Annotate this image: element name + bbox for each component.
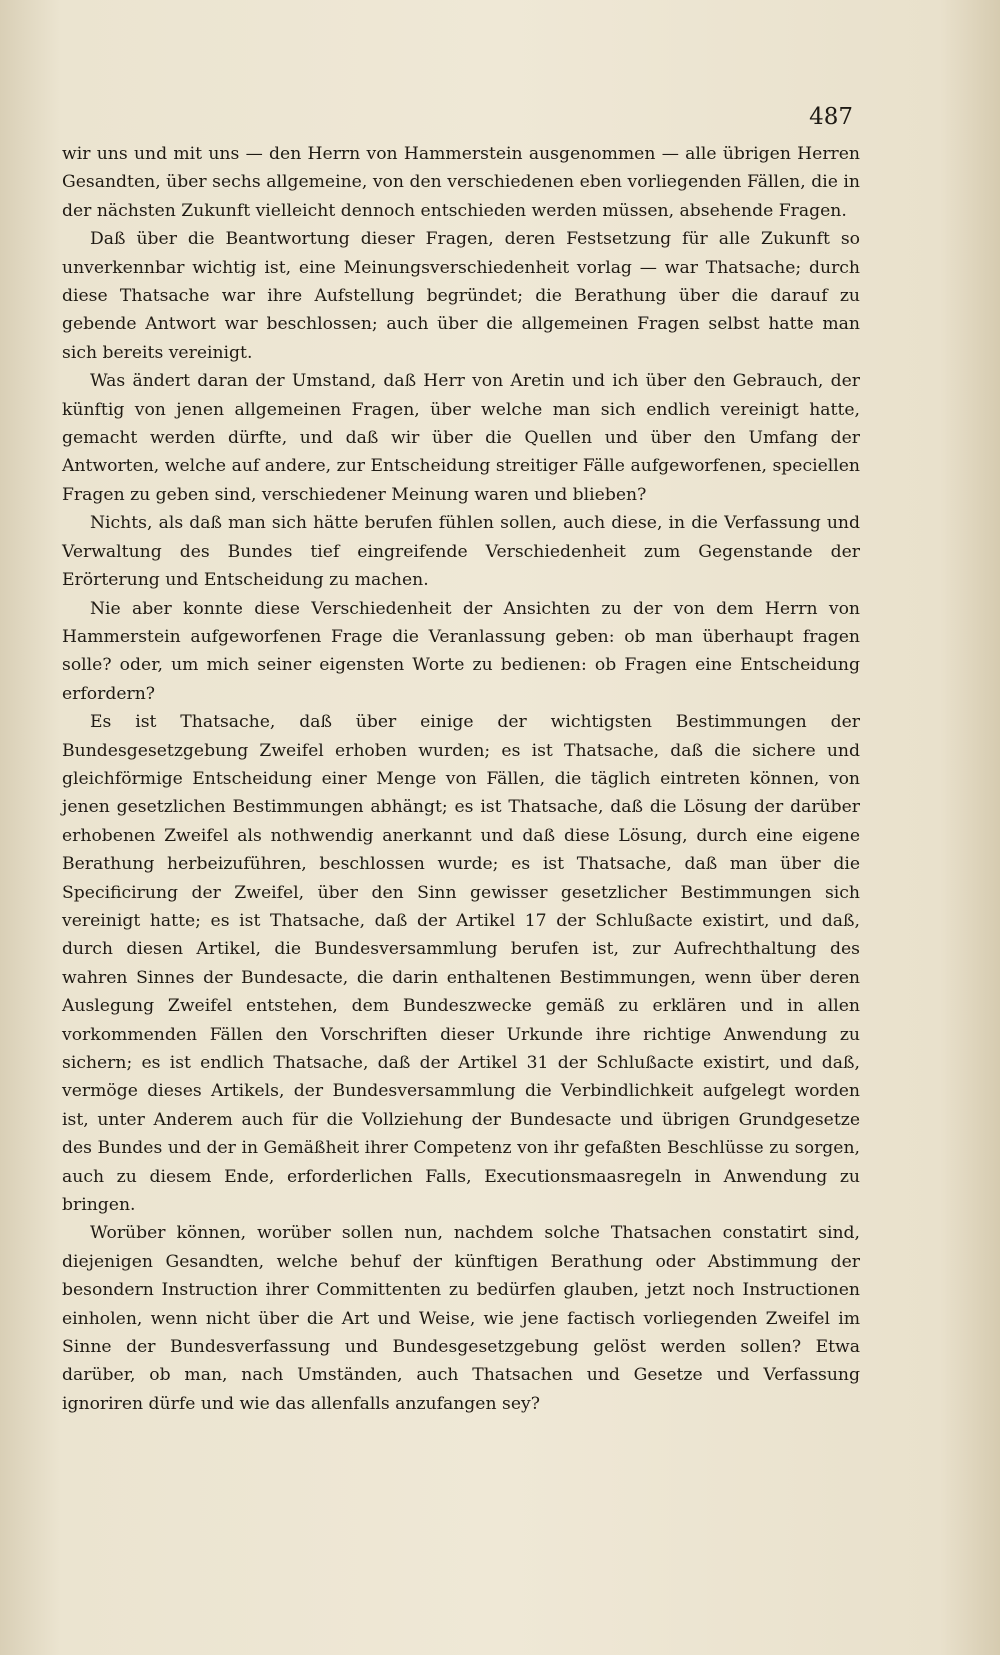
paragraph: Daß über die Beantwortung dieser Fragen, deren Festsetzung für alle Zukunft so unverkennbar wichtig ist, eine Meinungsverschiedenheit vorlag — war Thatsache; durch diese Thatsache war ihre Aufstellung begründet; die Berathung über die darauf zu gebende Antwort war beschlossen; auch über die allgemeinen Fragen selbst hatte man sich bereits vereinigt. xyxy=(62,229,860,363)
paragraph: Was ändert daran der Umstand, daß Herr von Aretin und ich über den Gebrauch, der künftig von jenen allgemeinen Fragen, über welche man sich endlich vereinigt hatte, gemacht werden dürfte, und daß wir über die Quellen und über den Umfang der Antworten, welche auf andere, zur Entscheidung streitiger Fälle aufgeworfenen, speciellen Fragen zu geben sind, verschiedener Meinung waren und blieben? xyxy=(62,371,860,505)
paragraph: Nichts, als daß man sich hätte berufen fühlen sollen, auch diese, in die Verfassung und Verwaltung des Bundes tief eingreifende Verschiedenheit zum Gegenstande der Erörterung und Entscheidung zu machen. xyxy=(62,513,860,591)
body-text xyxy=(62,140,860,1418)
paragraph: Es ist Thatsache, daß über einige der wichtigsten Bestimmungen der Bundesgesetzgebung Zweifel erhoben wurden; es ist Thatsache, daß die sichere und gleichförmige Entscheidung einer Menge von Fällen, die täglich eintreten können, von jenen gesetzlichen Bestimmungen abhängt; es ist Thatsache, daß die Lösung der darüber erhobenen Zweifel als nothwendig anerkannt und daß diese Lösung, durch eine eigene Berathung herbeizuführen, beschlossen wurde; es ist Thatsache, daß man über die Specificirung der Zweifel, über den Sinn gewisser gesetzlicher Bestimmungen sich vereinigt hatte; es ist Thatsache, daß der Artikel 17 der Schlußacte existirt, und daß, durch diesen Artikel, die Bundesversammlung berufen ist, zur Aufrechthaltung des wahren Sinnes der Bundesacte, die darin enthaltenen Bestimmungen, wenn über deren Auslegung Zweifel entstehen, dem Bundeszwecke gemäß zu erklären und in allen vorkommenden Fällen den Vorschriften dieser Urkunde ihre richtige Anwendung zu sichern; es ist endlich Thatsache, daß der Artikel 31 der Schlußacte existirt, und daß, vermöge dieses Artikels, der Bundesversammlung die Verbindlichkeit aufgelegt worden ist, unter Anderem auch für die Vollziehung der Bundesacte und übrigen Grundgesetze des Bundes und der in Gemäßheit ihrer Competenz von ihr gefaßten Beschlüsse zu sorgen, auch zu diesem Ende, erforderlichen Falls, Executionsmaasregeln in Anwendung zu bringen. xyxy=(62,712,860,1216)
page-number: 487 xyxy=(809,104,853,130)
paragraph: Worüber können, worüber sollen nun, nachdem solche Thatsachen constatirt sind, diejenigen Gesandten, welche behuf der künftigen Berathung oder Abstimmung der besondern Instruction ihrer Committenten zu bedürfen glauben, jetzt noch Instructionen einholen, wenn nicht über die Art und Weise, wie jene factisch vorliegenden Zweifel im Sinne der Bundesverfassung und Bundesgesetzgebung gelöst werden sollen? Etwa darüber, ob man, nach Umständen, auch Thatsachen und Gesetze und Verfassung ignoriren dürfe und wie das allenfalls anzufangen sey? xyxy=(62,1223,860,1414)
paragraph: Nie aber konnte diese Verschiedenheit der Ansichten zu der von dem Herrn von Hammerstein aufgeworfenen Frage die Veranlassung geben: ob man überhaupt fragen solle? oder, um mich seiner eigensten Worte zu bedienen: ob Fragen eine Entscheidung erfordern? xyxy=(62,598,860,704)
paragraph: wir uns und mit uns — den Herrn von Hammerstein ausgenommen — alle übrigen Herren Gesandten, über sechs allgemeine, von den verschiedenen eben vorliegenden Fällen, die in der nächsten Zukunft vielleicht dennoch entschieden werden müssen, absehende Fragen. xyxy=(62,144,860,221)
